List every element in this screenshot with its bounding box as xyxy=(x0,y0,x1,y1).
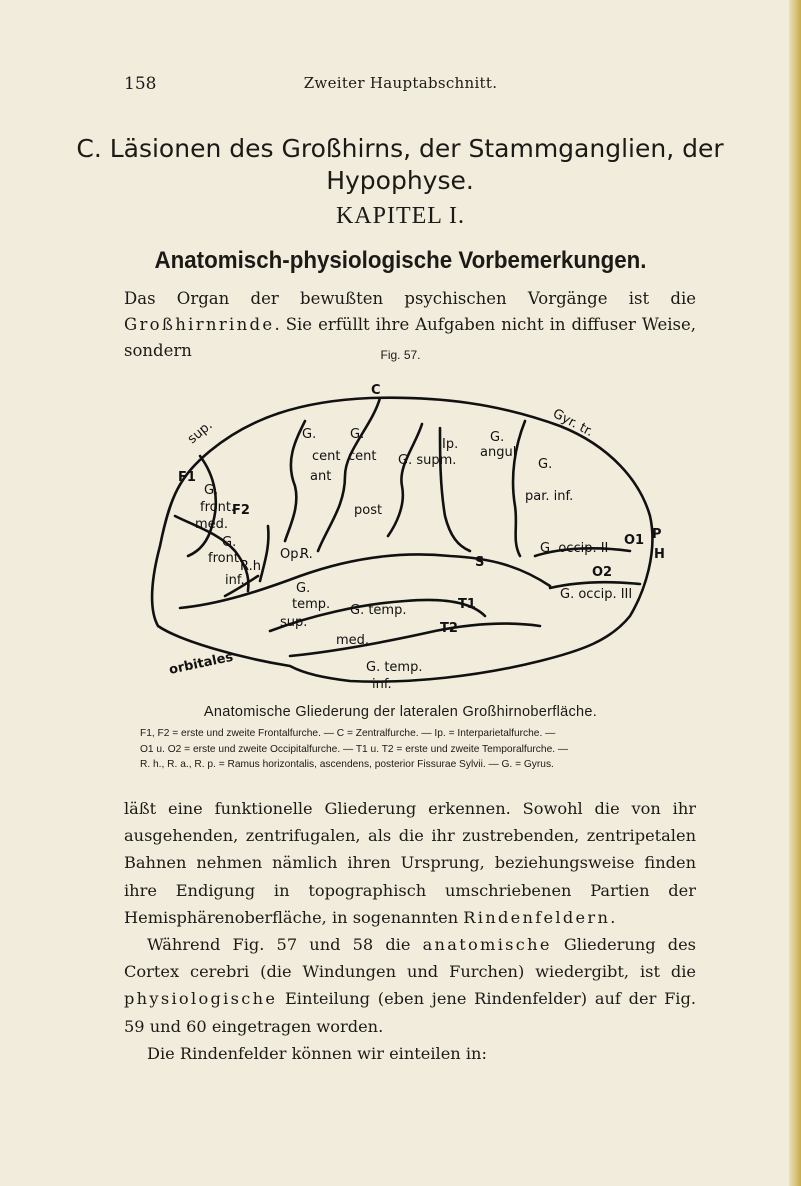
label-g-par: G. xyxy=(538,457,553,472)
label-post: post xyxy=(354,503,383,518)
body-paragraph: Die Rindenfelder können wir einteilen in: xyxy=(147,1043,487,1063)
label-temp-med: med. xyxy=(336,633,370,648)
label-front-inf-1: front. xyxy=(208,551,244,566)
intro-emphasis: Großhirnrinde xyxy=(124,315,275,334)
body-emphasis: anatomische xyxy=(422,935,552,955)
body-text-run: Gliederung des Cortex cerebri (die Windungen und Furchen) wiedergibt, ist die xyxy=(124,935,696,982)
middle-temporal-sulcus xyxy=(290,624,540,656)
label-c: C xyxy=(371,383,381,398)
label-t1: T1 xyxy=(458,597,476,612)
label-p-right: P xyxy=(652,527,662,542)
body-paragraph xyxy=(124,931,696,1040)
label-cent: cent xyxy=(312,449,341,464)
label-r-a: R. xyxy=(300,547,313,562)
intro-text-b: . Sie erfüllt ihre Aufgaben nicht in diffuser Weise, sondern xyxy=(124,315,696,360)
parieto-occipital-sulcus xyxy=(513,421,525,556)
label-t2: T2 xyxy=(440,621,458,636)
label-par-inf: par. inf. xyxy=(525,489,574,504)
subheading: Anatomisch-physiologische Vorbemerkungen. xyxy=(154,247,647,274)
postcentral-sulcus xyxy=(388,424,422,536)
label-f2: F2 xyxy=(232,503,250,518)
figure-label: Fig. 57. xyxy=(380,348,421,362)
label-o1: O1 xyxy=(624,533,645,548)
label-front-med-2: med. xyxy=(195,517,229,532)
label-g-temp-inf: G. temp. xyxy=(366,660,423,675)
label-front-inf-2: inf. xyxy=(225,573,245,588)
label-g-front-inf: G. xyxy=(222,535,237,550)
body-text-run: . xyxy=(610,907,616,927)
label-sup-front: sup. xyxy=(184,417,216,448)
label-g-cent-post: G. xyxy=(350,427,365,442)
label-front-med-1: front. xyxy=(200,500,236,515)
label-temp-sup-1: temp. xyxy=(292,597,331,612)
page-number: 158 xyxy=(124,74,157,94)
body-text-run: läßt eine funktionelle Gliederung erkennen. Sowohl die von ihr ausgehenden, zentrifugalen, als die ihr zustrebenden, zentripetalen Bahnen nehmen nämlich ihren Ursprung, beziehungsweise finden ihre Endigung in topographisch umschriebenen Partien der Hemisphärenoberfläche, in sogenannten xyxy=(124,799,696,927)
label-g-temp-sup: G. xyxy=(296,581,311,596)
label-ip: Ip. xyxy=(442,437,459,452)
label-op: Op. xyxy=(280,547,303,562)
label-f1: F1 xyxy=(178,470,196,485)
label-orbitales: orbitales xyxy=(167,649,235,678)
running-title: Zweiter Hauptabschnitt. xyxy=(303,74,498,92)
label-ant: ant xyxy=(310,469,332,484)
label-temp-inf: inf. xyxy=(372,677,392,692)
figure-legend xyxy=(140,726,680,773)
label-ri: R.h. xyxy=(240,559,266,574)
body-paragraph xyxy=(124,795,696,931)
label-cent2: cent xyxy=(348,449,377,464)
label-g-angul: G. xyxy=(490,430,505,445)
brain-figure xyxy=(140,376,668,696)
section-title: C. Läsionen des Großhirns, der Stammganglien, der Hypophyse. xyxy=(76,134,724,195)
brain-diagram xyxy=(140,376,668,696)
intro-text-a: Das Organ der bewußten psychischen Vorgänge ist die xyxy=(124,289,696,308)
label-g-front-med: G. xyxy=(204,483,219,498)
figure-caption-title: Anatomische Gliederung der lateralen Großhirnoberfläche. xyxy=(203,704,598,720)
legend-line: R. h., R. a., R. p. = Ramus horizontalis, ascendens, posterior Fissurae Sylvii. — G. = Gyrus. xyxy=(140,759,554,770)
body-emphasis: physiologische xyxy=(124,989,278,1009)
legend-line: O1 u. O2 = erste und zweite Occipitalfurche. — T1 u. T2 = erste und zweite Temporalfurche. — xyxy=(140,743,569,755)
label-o2: O2 xyxy=(592,565,613,580)
running-header xyxy=(0,74,801,98)
page-edge xyxy=(789,0,801,1186)
label-h-right: H xyxy=(654,547,665,562)
label-g-supm: G. supm. xyxy=(398,453,457,468)
body-text-run: Einteilung (eben jene Rindenfelder) auf der Fig. 59 und 60 eingetragen worden. xyxy=(124,989,696,1036)
body-emphasis: Rindenfeldern xyxy=(463,907,611,927)
label-g-temp-med: G. temp. xyxy=(350,603,407,618)
label-angul: angul xyxy=(480,445,517,460)
legend-line: F1, F2 = erste und zweite Frontalfurche. — C = Zentralfurche. — Ip. = Interparietalfurche. — xyxy=(140,728,556,739)
body-text-run: Während Fig. 57 und 58 die xyxy=(147,935,423,955)
label-s: S xyxy=(475,555,485,570)
label-g-occ-iii: G. occip. III xyxy=(560,587,633,602)
body-text xyxy=(124,795,696,1067)
label-g-cent-ant: G. xyxy=(302,427,317,442)
label-gyr-tr: Gyr. tr. xyxy=(550,406,596,440)
label-g-occ-ii: G. occip. II xyxy=(540,541,609,556)
label-temp-sup-2: sup. xyxy=(280,615,308,630)
chapter-label: KAPITEL I. xyxy=(335,203,466,229)
